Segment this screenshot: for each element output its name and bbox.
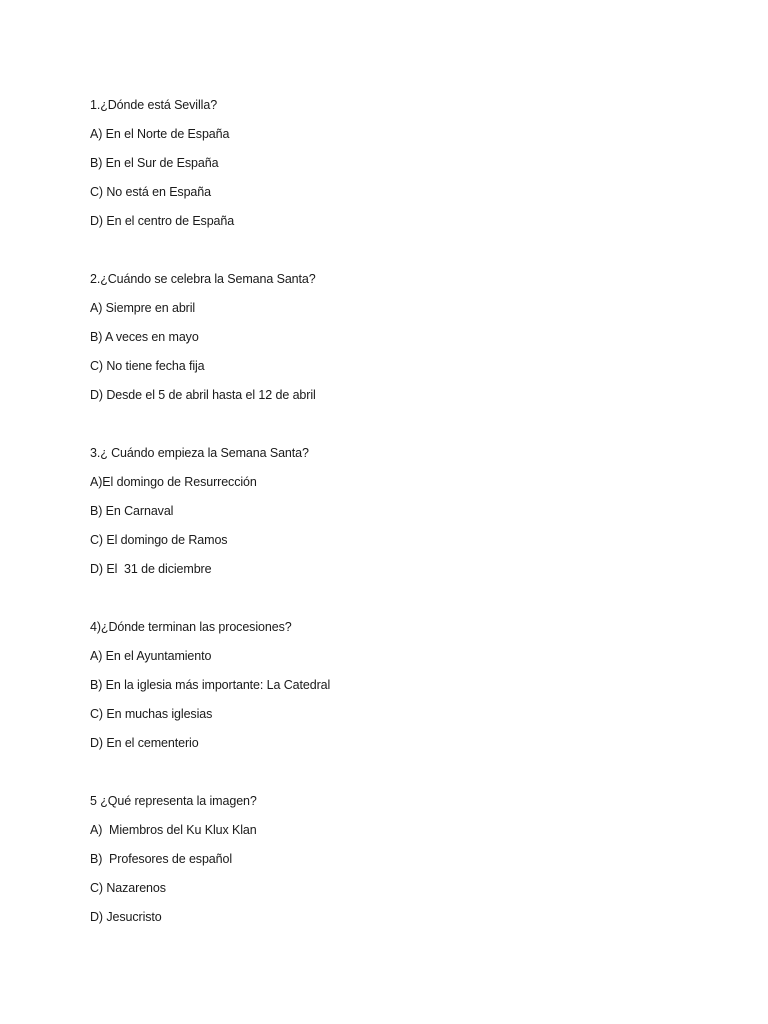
answer-option-a: A) En el Norte de España — [90, 127, 230, 141]
answer-option-d: D) El 31 de diciembre — [90, 562, 212, 576]
answer-option-d: D) Desde el 5 de abril hasta el 12 de abril — [90, 388, 316, 402]
answer-option-d: D) En el centro de España — [90, 214, 235, 228]
answer-option-b: B) Profesores de español — [90, 852, 233, 866]
answer-option-c: C) En muchas iglesias — [90, 707, 213, 721]
answer-option-a: A) En el Ayuntamiento — [90, 649, 212, 663]
answer-option-d: D) En el cementerio — [90, 736, 199, 750]
answer-option-c: C) No tiene fecha fija — [90, 359, 205, 373]
question-prompt: 2.¿Cuándo se celebra la Semana Santa? — [90, 272, 316, 286]
answer-option-b: B) En la iglesia más importante: La Catedral — [90, 678, 331, 692]
question-4 — [90, 613, 730, 758]
answer-option-b: B) En Carnaval — [90, 504, 174, 518]
answer-option-c: C) Nazarenos — [90, 881, 166, 895]
answer-option-a: A) Siempre en abril — [90, 301, 196, 315]
answer-option-d: D) Jesucristo — [90, 910, 162, 924]
question-prompt: 3.¿ Cuándo empieza la Semana Santa? — [90, 446, 309, 460]
answer-option-c: C) No está en España — [90, 185, 211, 199]
question-3 — [90, 439, 730, 584]
question-prompt: 4)¿Dónde terminan las procesiones? — [90, 620, 292, 634]
question-prompt: 5 ¿Qué representa la imagen? — [90, 794, 257, 808]
answer-option-c: C) El domingo de Ramos — [90, 533, 228, 547]
answer-option-b: B) A veces en mayo — [90, 330, 199, 344]
question-1 — [90, 91, 730, 236]
answer-option-a: A) Miembros del Ku Klux Klan — [90, 823, 257, 837]
answer-option-a: A)El domingo de Resurrección — [90, 475, 257, 489]
question-prompt: 1.¿Dónde está Sevilla? — [90, 98, 218, 112]
quiz-questions — [90, 91, 730, 961]
question-5 — [90, 787, 730, 932]
answer-option-b: B) En el Sur de España — [90, 156, 219, 170]
question-2 — [90, 265, 730, 410]
